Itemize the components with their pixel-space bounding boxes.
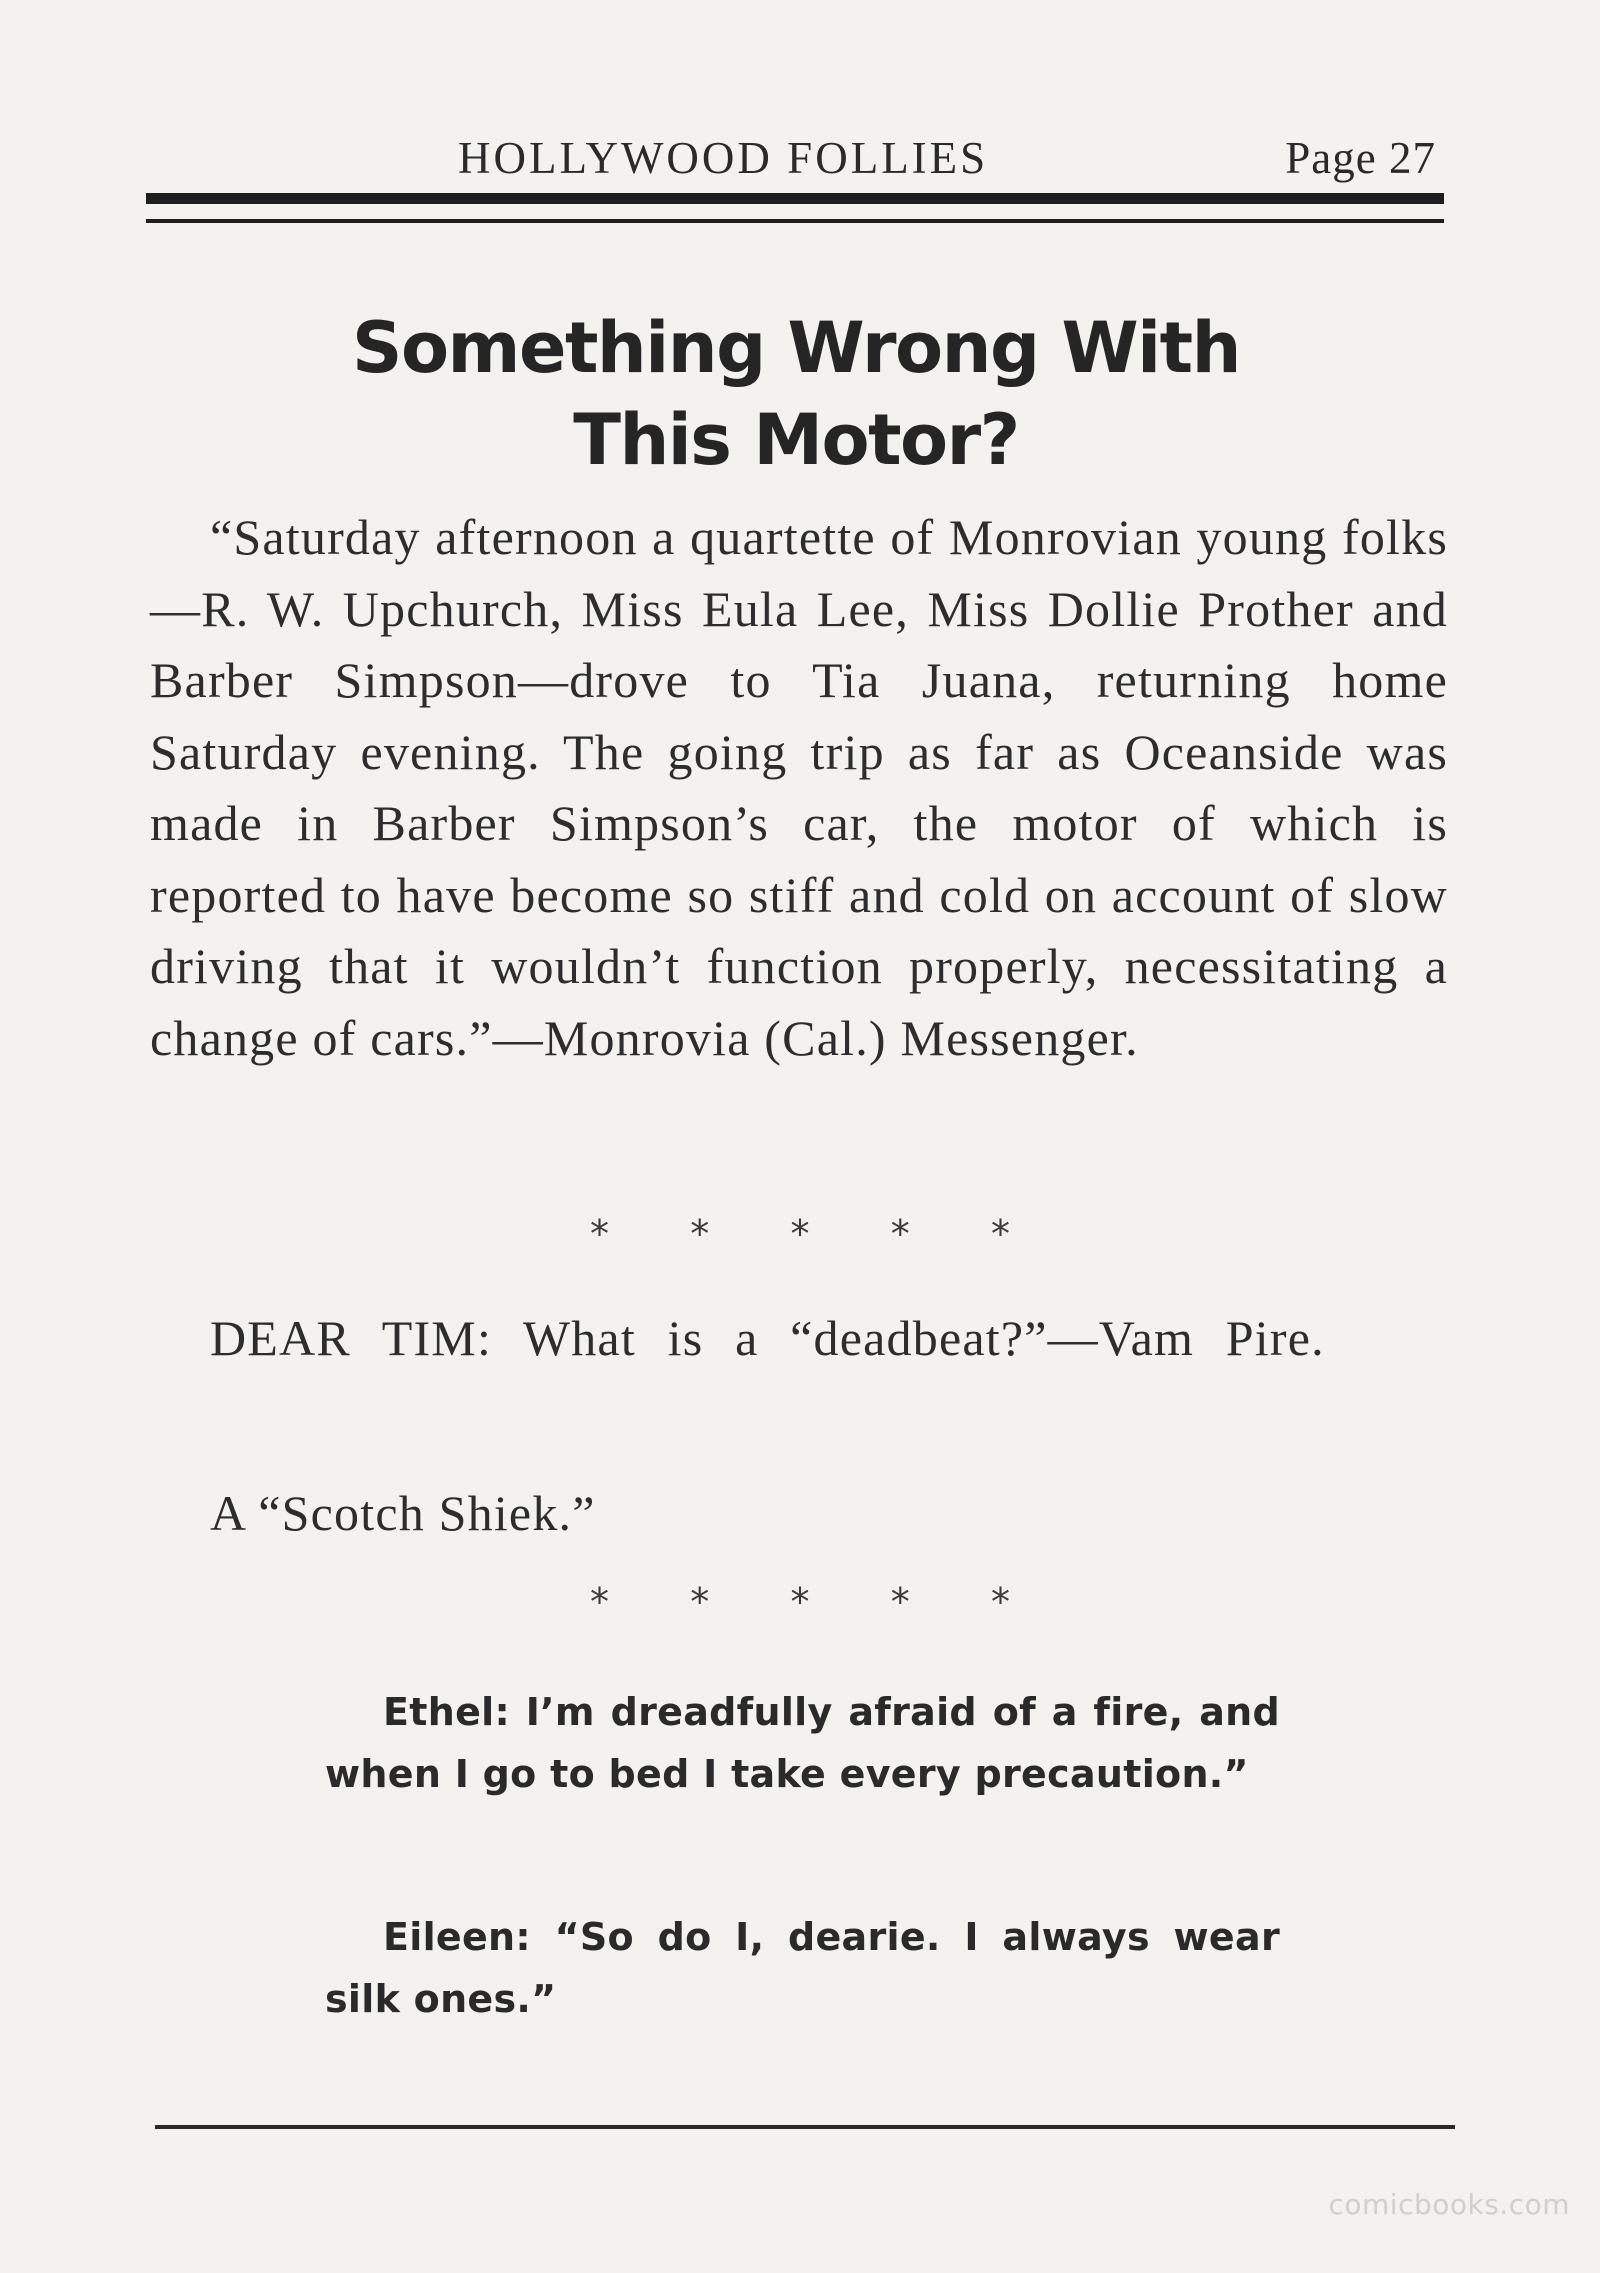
star: * (790, 1580, 810, 1624)
star-separator-1 (590, 1212, 1010, 1256)
star: * (890, 1212, 910, 1256)
headline-line-1: Something Wrong With (352, 307, 1240, 389)
header-rule-thin (146, 219, 1444, 223)
star: * (590, 1580, 609, 1624)
headline-line-2: This Motor? (573, 399, 1019, 481)
star: * (991, 1212, 1010, 1256)
star: * (991, 1580, 1010, 1624)
running-header (148, 132, 1444, 192)
letter-question: DEAR TIM: What is a “deadbeat?”—Vam Pire. (210, 1310, 1325, 1366)
star-separator-2 (590, 1580, 1010, 1624)
watermark: comicbooks.com (1328, 2188, 1570, 2221)
article-body: “Saturday afternoon a quartette of Monrovian young folks—R. W. Upchurch, Miss Eula Lee, Miss Dollie Prother and Barber Simpson—drove to Tia Juana, returning home Saturday evening. The going trip as far as Oceanside was made in Barber Simpson’s car, the motor of which is reported to have become so stiff and cold on account of slow driving that it wouldn’t function properly, necessitating a change of cars.”—Monrovia (Cal.) Messenger. (150, 509, 1448, 1066)
star: * (690, 1212, 710, 1256)
article-headline (148, 302, 1444, 486)
star: * (590, 1212, 609, 1256)
header-rule-thick (146, 193, 1444, 204)
star: * (890, 1580, 910, 1624)
star: * (790, 1212, 810, 1256)
running-title: HOLLYWOOD FOLLIES (458, 133, 989, 183)
star: * (690, 1580, 710, 1624)
joke-ethel-line: Ethel: I’m dreadfully afraid of a fire, and when I go to bed I take every precaution.” (325, 1690, 1280, 1796)
joke-eileen-line: Eileen: “So do I, dearie. I always wear silk ones.” (325, 1915, 1280, 2021)
page-number: Page 27 (1285, 133, 1436, 183)
letter-answer: A “Scotch Shiek.” (210, 1485, 596, 1541)
footer-rule (155, 2125, 1455, 2129)
